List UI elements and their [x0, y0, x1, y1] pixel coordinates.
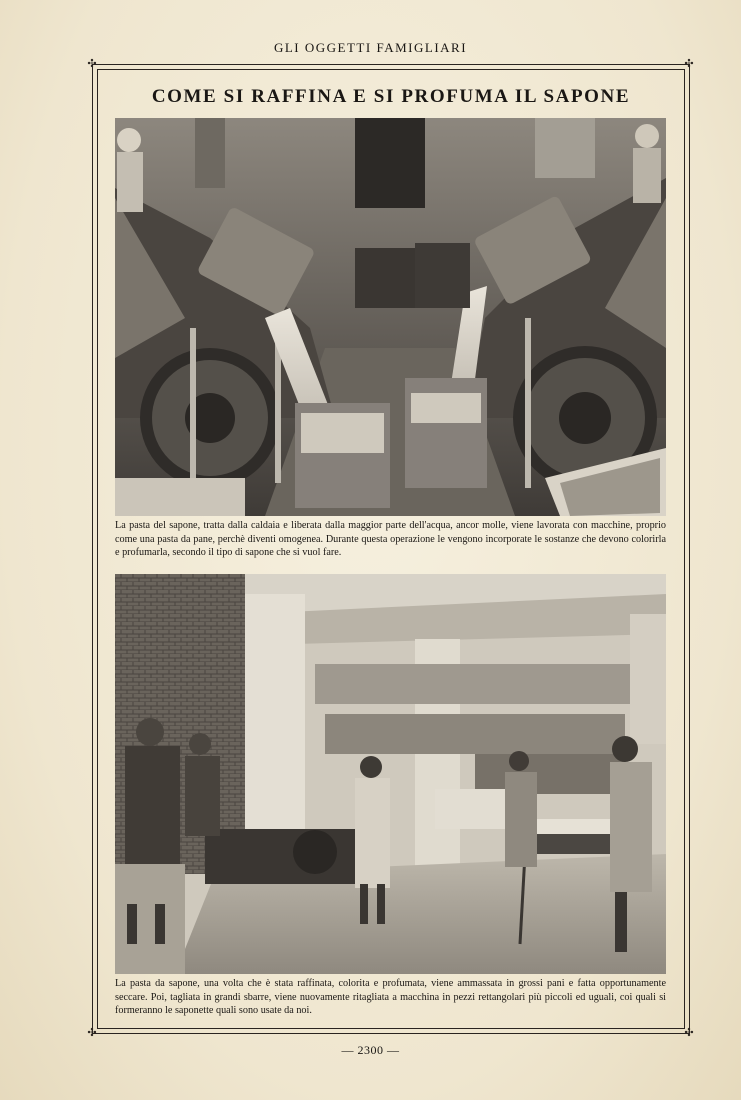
fleuron-icon: ✣ [87, 58, 97, 70]
fleuron-icon: ✣ [87, 1027, 97, 1039]
photo-cutting-room [115, 574, 666, 974]
page-title: COME SI RAFFINA E SI PROFUMA IL SAPONE [151, 86, 631, 107]
photo-milling-machines [115, 118, 666, 516]
figure-caption-2: La pasta da sapone, una volta che è stata raffinata, colorita e profumata, viene ammassata in grossi pani e fatta opportunamente seccare. Poi, tagliata in grandi sbarre, viene nuovamente ritagliata a macchina in pezzi rettangolari più piccoli ed uguali, coi quali si formeranno le saponette quali sono usate da noi. [115, 978, 666, 1016]
milling-machines-illustration [115, 118, 666, 516]
cutting-room-illustration [115, 574, 666, 974]
figure-caption-1: La pasta del sapone, tratta dalla caldaia e liberata dalla maggior parte dell'acqua, ancor molle, viene lavorata con macchine, proprio come una pasta da pane, perchè diventi omogenea. Durante questa operazione le vengono incorporate le sostanze che devono colorirla e profumarla, secondo il tipo di sapone che si vuol fare. [115, 520, 666, 558]
page-number: — 2300 — [341, 1043, 400, 1057]
fleuron-icon: ✣ [684, 58, 694, 70]
fleuron-icon: ✣ [684, 1027, 694, 1039]
running-head: GLI OGGETTI FAMIGLIARI [273, 40, 468, 55]
